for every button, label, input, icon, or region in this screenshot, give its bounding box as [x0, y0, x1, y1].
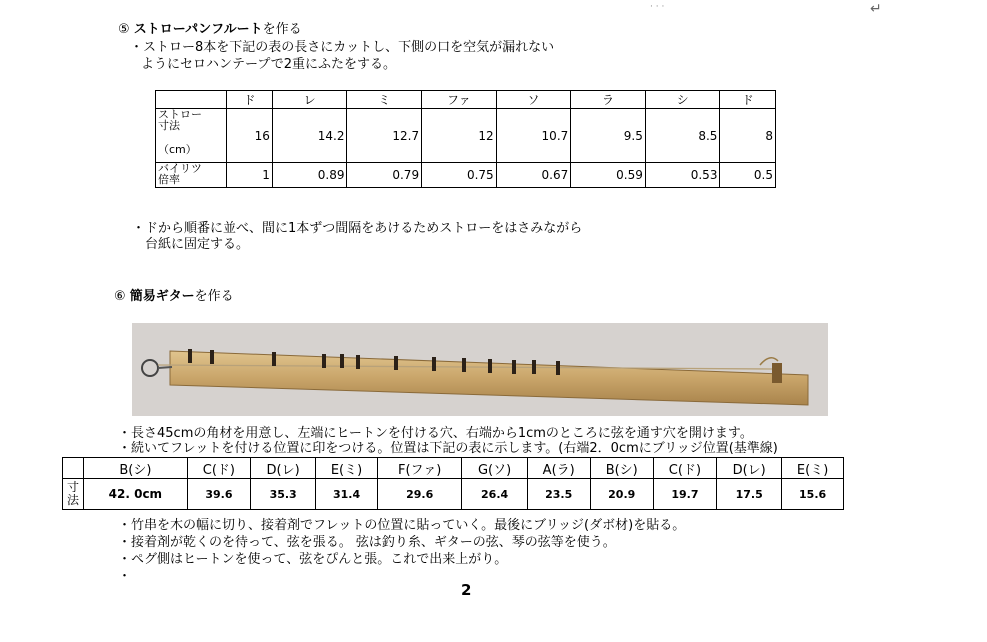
straw-note-do: ド — [227, 91, 273, 109]
fret-note-header: C(ド) — [653, 458, 716, 479]
straw-length-label-line1: ストロー — [158, 108, 202, 121]
straw-length-table — [155, 90, 776, 188]
fret-distance-cell: 31.4 — [316, 479, 378, 510]
fret-note-header: B(シ) — [84, 458, 188, 479]
section6-heading — [114, 289, 234, 304]
straw-ratio-cell: 0.67 — [496, 163, 571, 188]
section5-title: ストローパンフルート — [133, 22, 263, 37]
fret-position-table — [62, 457, 844, 510]
fret-distance-label — [63, 479, 84, 510]
fret-distance-cell: 17.5 — [717, 479, 782, 510]
straw-note-re: レ — [272, 91, 347, 109]
section5-number: ⑤ — [118, 22, 130, 37]
fret-distance-cell: 29.6 — [377, 479, 462, 510]
section6-step-1: ・竹串を木の幅に切り、接着剤でフレットの位置に貼っていく。最後にブリッジ(ダボ材)を貼る。 — [118, 518, 686, 533]
section5-instruction-2: ようにセロハンテープで2重にふたをする。 — [141, 57, 397, 72]
section6-title-rest: を作る — [194, 289, 234, 304]
fret-distance-cell: 20.9 — [590, 479, 653, 510]
section6-step-2: ・接着剤が乾くのを待って、弦を張る。 弦は釣り糸、ギターの弦、琴の弦等を使う。 — [118, 535, 616, 550]
fret-distance-cell: 42. 0cm — [84, 479, 188, 510]
fret-note-header: D(レ) — [717, 458, 782, 479]
fret-note-header: E(ミ) — [782, 458, 844, 479]
fret-table-corner — [63, 458, 84, 479]
straw-length-row — [156, 109, 776, 163]
straw-length-cell: 12.7 — [347, 109, 422, 163]
straw-ratio-cell: 0.79 — [347, 163, 422, 188]
straw-ratio-cell: 1 — [227, 163, 273, 188]
straw-note-fa: ファ — [422, 91, 497, 109]
straw-length-label-unit: （cm） — [158, 143, 197, 156]
straw-length-cell: 16 — [227, 109, 273, 163]
straw-note-do-high: ド — [720, 91, 776, 109]
straw-table-header — [156, 91, 776, 109]
straw-length-cell: 8 — [720, 109, 776, 163]
fret-note-header: G(ソ) — [462, 458, 527, 479]
straw-length-cell: 10.7 — [496, 109, 571, 163]
fret-note-header: F(ファ) — [377, 458, 462, 479]
fret-note-header: D(レ) — [251, 458, 316, 479]
straw-ratio-cell: 0.75 — [422, 163, 497, 188]
straw-ratio-cell: 0.5 — [720, 163, 776, 188]
section6-number: ⑥ — [114, 289, 126, 304]
straw-table-corner — [156, 91, 227, 109]
straw-ratio-label-line1: バイリツ — [158, 162, 202, 175]
straw-length-cell: 8.5 — [645, 109, 720, 163]
top-marks: · · · — [650, 2, 665, 12]
section6-step-4: ・ — [118, 569, 132, 584]
eye-hook-icon — [142, 360, 158, 376]
straw-length-cell: 12 — [422, 109, 497, 163]
straw-note-so: ソ — [496, 91, 571, 109]
page-number: 2 — [461, 581, 472, 599]
guitar-photo — [132, 323, 828, 416]
fret-table-header — [63, 458, 844, 479]
straw-ratio-label — [156, 163, 227, 188]
section6-title: 簡易ギター — [129, 289, 195, 304]
fret-distance-cell: 19.7 — [653, 479, 716, 510]
fret-note-header: B(シ) — [590, 458, 653, 479]
section6-step-3: ・ペグ側はヒートンを使って、弦をぴんと張。これで出来上がり。 — [118, 552, 508, 567]
section5-instruction-1: ・ストロー8本を下記の表の長さにカットし、下側の口を空気が漏れない — [130, 40, 555, 55]
fret-distance-cell: 26.4 — [462, 479, 527, 510]
straw-ratio-cell: 0.89 — [272, 163, 347, 188]
fret-distance-cell: 15.6 — [782, 479, 844, 510]
fret-note-header: C(ド) — [187, 458, 250, 479]
fret-distance-cell: 35.3 — [251, 479, 316, 510]
guitar-illustration — [132, 323, 828, 416]
straw-note-ra: ラ — [571, 91, 646, 109]
section6-note-2: ・続いてフレットを付ける位置に印をつける。位置は下記の表に示します。(右端2．0cmにブリッジ位置(基準線) — [118, 441, 778, 456]
section5-heading — [118, 22, 302, 37]
straw-ratio-label-line2: 倍率 — [158, 173, 180, 186]
straw-ratio-row — [156, 163, 776, 188]
fret-label-bottom: 法 — [66, 493, 79, 507]
straw-note-mi: ミ — [347, 91, 422, 109]
straw-length-label-line2: 寸法 — [158, 119, 180, 132]
fret-distance-cell: 23.5 — [527, 479, 590, 510]
section5-arrange-2: 台紙に固定する。 — [145, 237, 250, 252]
section5-title-rest: を作る — [262, 22, 302, 37]
straw-length-label — [156, 109, 227, 163]
fret-distance-cell: 39.6 — [187, 479, 250, 510]
straw-length-cell: 14.2 — [272, 109, 347, 163]
fret-note-header: A(ラ) — [527, 458, 590, 479]
return-icon: ↵ — [870, 1, 882, 17]
fret-distance-row — [63, 479, 844, 510]
section5-arrange-1: ・ドから順番に並べ、間に1本ずつ間隔をあけるためストローをはさみながら — [132, 221, 583, 236]
straw-length-cell: 9.5 — [571, 109, 646, 163]
fret-note-header: E(ミ) — [316, 458, 378, 479]
straw-ratio-cell: 0.53 — [645, 163, 720, 188]
straw-note-si: シ — [645, 91, 720, 109]
section6-note-1: ・長さ45cmの角材を用意し、左端にヒートンを付ける穴、右端から1cmのところに弦を通す穴を開けます。 — [118, 426, 753, 441]
bridge-dowel — [772, 363, 782, 383]
straw-ratio-cell: 0.59 — [571, 163, 646, 188]
fret-label-top: 寸 — [66, 480, 79, 494]
